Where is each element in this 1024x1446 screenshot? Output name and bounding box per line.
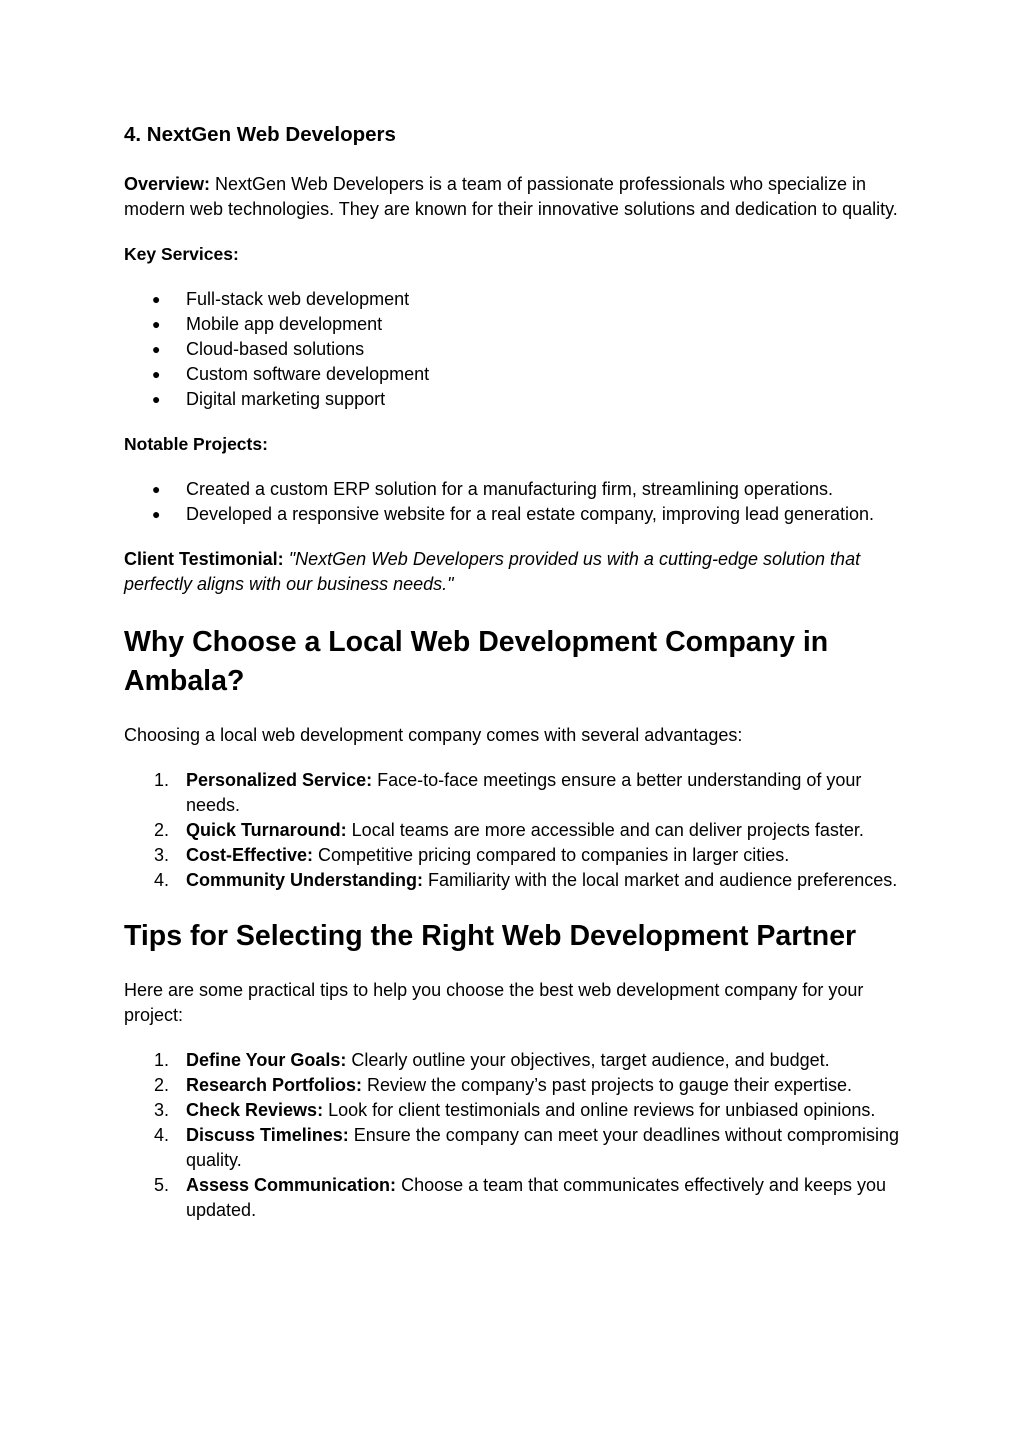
item-text: Choose a team that communicates effectively and keeps you updated. (186, 1175, 886, 1220)
section-title-nextgen: 4. NextGen Web Developers (124, 123, 396, 146)
bullet-icon: ● (152, 481, 161, 497)
item-text: Clearly outline your objectives, target audience, and budget. (346, 1050, 830, 1070)
overview-paragraph (124, 172, 900, 222)
overview-text: NextGen Web Developers is a team of passionate professionals who specialize in modern web technologies. They are known for their innovative solutions and dedication to quality. (124, 174, 898, 219)
list-item (124, 337, 900, 362)
item-label: Personalized Service: (186, 770, 373, 790)
bullet-icon: ● (152, 341, 161, 357)
list-item-text: Cloud-based solutions (186, 339, 365, 359)
item-text: Face-to-face meetings ensure a better understanding of your needs. (186, 770, 862, 815)
item-label: Discuss Timelines: (186, 1125, 349, 1145)
list-number: 4. (154, 870, 170, 890)
why-local-intro: Choosing a local web development company comes with several advantages: (124, 725, 743, 745)
list-number: 5. (154, 1175, 170, 1195)
list-item-text: Digital marketing support (186, 389, 386, 409)
list-number: 1. (154, 1050, 170, 1070)
item-text: Competitive pricing compared to companies in larger cities. (313, 845, 790, 865)
item-text: Review the company’s past projects to gauge their expertise. (362, 1075, 852, 1095)
list-number: 4. (154, 1125, 170, 1145)
item-label: Cost-Effective: (186, 845, 314, 865)
item-label: Quick Turnaround: (186, 820, 347, 840)
list-item (124, 1123, 900, 1173)
testimonial-paragraph (124, 547, 900, 597)
item-label: Research Portfolios: (186, 1075, 363, 1095)
list-number: 2. (154, 1075, 170, 1095)
notable-projects-heading: Notable Projects: (124, 434, 268, 454)
list-item-text: Developed a responsive website for a real estate company, improving lead generation. (186, 504, 875, 524)
list-item (124, 362, 900, 387)
list-item (124, 843, 900, 868)
list-item (124, 1048, 900, 1073)
list-item-text: Created a custom ERP solution for a manufacturing firm, streamlining operations. (186, 479, 833, 499)
list-item (124, 768, 900, 818)
list-number: 3. (154, 1100, 170, 1120)
heading-tips: Tips for Selecting the Right Web Development Partner (124, 920, 857, 952)
bullet-icon: ● (152, 506, 161, 522)
list-item-text: Full-stack web development (186, 289, 410, 309)
list-item (124, 502, 900, 527)
bullet-icon: ● (152, 291, 161, 307)
bullet-icon: ● (152, 366, 161, 382)
why-local-list (124, 768, 900, 893)
document-content (124, 120, 900, 1243)
overview-label: Overview: (124, 174, 211, 194)
item-text: Local teams are more accessible and can deliver projects faster. (346, 820, 864, 840)
item-label: Community Understanding: (186, 870, 423, 890)
tips-list (124, 1048, 900, 1223)
tips-intro: Here are some practical tips to help you choose the best web development company for your project: (124, 980, 864, 1025)
list-number: 1. (154, 770, 170, 790)
item-label: Check Reviews: (186, 1100, 324, 1120)
item-label: Define Your Goals: (186, 1050, 347, 1070)
list-number: 3. (154, 845, 170, 865)
heading-why-local: Why Choose a Local Web Development Company in Ambala? (124, 626, 829, 697)
item-text: Ensure the company can meet your deadlines without compromising quality. (186, 1125, 900, 1170)
list-item (124, 1173, 900, 1223)
testimonial-label: Client Testimonial: (124, 549, 284, 569)
key-services-heading: Key Services: (124, 244, 239, 264)
list-item-text: Mobile app development (186, 314, 383, 334)
list-number: 2. (154, 820, 170, 840)
item-text: Look for client testimonials and online reviews for unbiased opinions. (323, 1100, 876, 1120)
list-item (124, 477, 900, 502)
notable-projects-list (124, 477, 900, 527)
item-text: Familiarity with the local market and audience preferences. (423, 870, 898, 890)
testimonial-quote: "NextGen Web Developers provided us with a cutting-edge solution that perfectly aligns with our business needs." (124, 549, 861, 594)
list-item (124, 1098, 900, 1123)
list-item (124, 1073, 900, 1098)
list-item-text: Custom software development (186, 364, 430, 384)
list-item (124, 287, 900, 312)
bullet-icon: ● (152, 316, 161, 332)
bullet-icon: ● (152, 391, 161, 407)
list-item (124, 387, 900, 412)
key-services-list (124, 287, 900, 412)
list-item (124, 818, 900, 843)
list-item (124, 312, 900, 337)
list-item (124, 868, 900, 893)
item-label: Assess Communication: (186, 1175, 397, 1195)
